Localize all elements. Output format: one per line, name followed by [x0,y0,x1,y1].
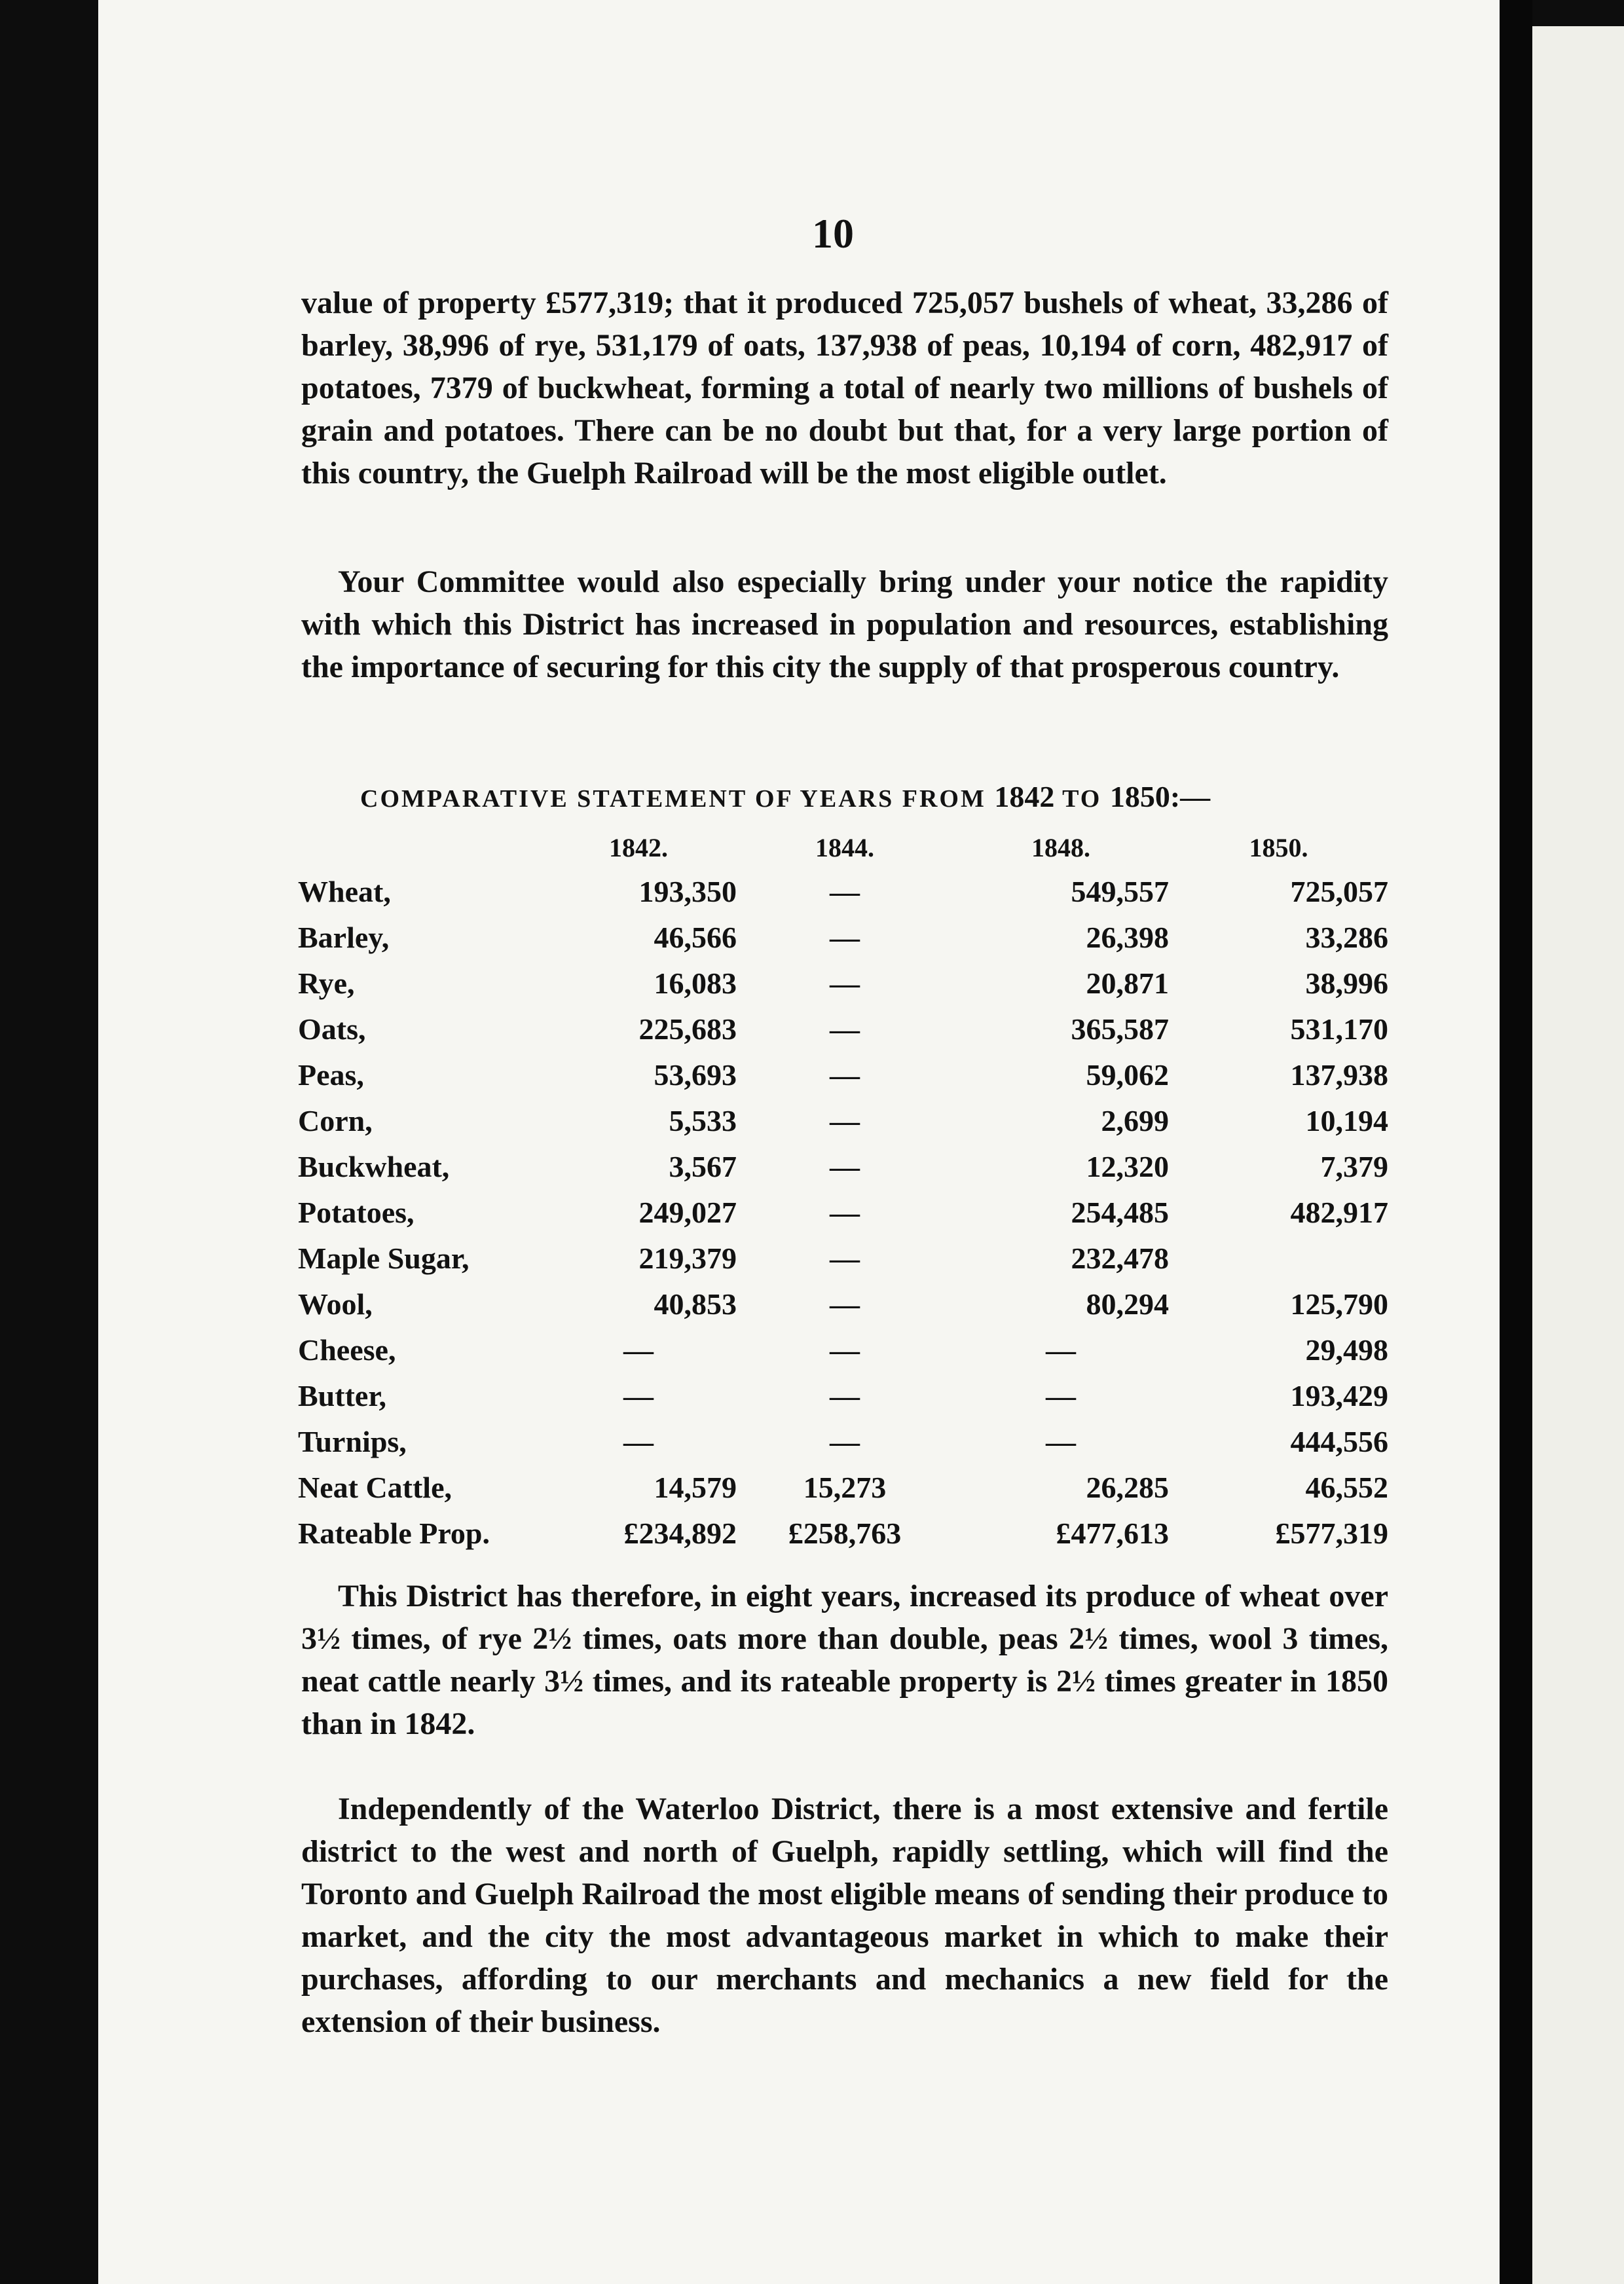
cell-1844: £258,763 [788,1516,902,1550]
page-number: 10 [812,210,854,257]
cell-1850: 29,498 [1305,1333,1388,1367]
cell-1850: 531,170 [1290,1012,1388,1046]
cell-1842: 225,683 [638,1012,737,1046]
cell-1848: 26,285 [1086,1470,1169,1504]
cell-1850: 7,379 [1320,1149,1388,1183]
table-body [298,868,1388,1556]
cell-1850: 10,194 [1305,1103,1388,1137]
cell-1850 [1169,1235,1388,1281]
table-title-to-year: 1850:— [1109,780,1211,813]
paragraph-4-text: Independently of the Waterloo District, there is a most extensive and fertile district to the west and north of Guelph, rapidly settling, which will find the Toronto and Guelph Railroad the most eligible means of sending their produce to market, and the city the most advantageous market in which to make their purchases, affording to our merchants and mechanics a new field for the extension of their business. [301,1792,1388,2039]
adjacent-page-edge [1532,26,1624,2284]
cell-1844: — [830,1058,860,1092]
cell-1842: 249,027 [638,1195,737,1229]
table-title-from-year: 1842 [994,780,1055,813]
table-row [298,1097,1388,1143]
cell-1848: 549,557 [1071,874,1169,908]
row-label: Oats, [298,1012,366,1046]
row-label: Wheat, [298,874,391,908]
cell-1844: — [830,1287,860,1321]
paragraph-1-text: value of property £577,319; that it produced 725,057 bushels of wheat, 33,286 of barley, 38,996 of rye, 531,179 of oats, 137,938 of peas, 10,194 of corn, 482,917 of potatoes, 7379 of buckwheat, forming a total of nearly two millions of bushels of grain and potatoes. There can be no doubt but that, for a very large portion of this country, the Guelph Railroad will be the most eligible outlet. [301,286,1388,490]
table-title-prefix: COMPARATIVE STATEMENT OF YEARS FROM [360,785,986,813]
cell-1848: 80,294 [1086,1287,1169,1321]
row-label: Potatoes, [298,1195,415,1229]
cell-1842: 193,350 [638,874,737,908]
cell-1850: 38,996 [1305,966,1388,1000]
cell-1842: 219,379 [638,1241,737,1275]
table-row [298,1327,1388,1372]
cell-1848: 20,871 [1086,966,1169,1000]
cell-1842: 16,083 [654,966,737,1000]
cell-1844: — [830,1378,860,1412]
table-row [298,1418,1388,1464]
cell-1842: — [623,1333,654,1367]
cell-1850: 482,917 [1290,1195,1388,1229]
table-row [298,1235,1388,1281]
header-1844: 1844. [815,832,874,862]
table-row [298,1281,1388,1327]
cell-1844: — [830,1241,860,1275]
table-row [298,868,1388,914]
table-row [298,960,1388,1006]
cell-1844: — [830,874,860,908]
cell-1848: 254,485 [1071,1195,1169,1229]
cell-1842: 53,693 [654,1058,737,1092]
row-label: Neat Cattle, [298,1470,452,1504]
row-label: Buckwheat, [298,1149,450,1183]
table-row [298,1510,1388,1556]
cell-1842: 3,567 [669,1149,737,1183]
row-label: Turnips, [298,1424,407,1458]
page-gutter [1500,0,1532,2284]
table-header-row [298,826,1388,868]
cell-1844: 15,273 [803,1470,887,1504]
cell-1848: 26,398 [1086,920,1169,954]
table-title-to-word: TO [1062,785,1102,813]
cell-1842: 5,533 [669,1103,737,1137]
cell-1850: 193,429 [1290,1378,1388,1412]
header-1850: 1850. [1249,832,1308,862]
paragraph-1 [301,282,1388,494]
table-row [298,1006,1388,1052]
cell-1850: 46,552 [1305,1470,1388,1504]
table-row [298,1189,1388,1235]
cell-1844: — [830,1103,860,1137]
row-label: Peas, [298,1058,364,1092]
cell-1850: 33,286 [1305,920,1388,954]
cell-1844: — [830,966,860,1000]
cell-1842: 46,566 [654,920,737,954]
cell-1850: 725,057 [1290,874,1388,908]
cell-1848: 2,699 [1101,1103,1169,1137]
table-row [298,1052,1388,1097]
cell-1842: — [623,1424,654,1458]
header-label [298,826,540,868]
comparative-statement-table [298,826,1388,1556]
row-label: Wool, [298,1287,373,1321]
row-label: Cheese, [298,1333,396,1367]
cell-1844: — [830,1012,860,1046]
paragraph-2 [301,561,1388,688]
row-label: Butter, [298,1378,387,1412]
cell-1850: £577,319 [1275,1516,1388,1550]
table-row [298,1464,1388,1510]
cell-1848: — [1046,1378,1076,1412]
cell-1848: £477,613 [1056,1516,1169,1550]
table-row [298,1143,1388,1189]
cell-1848: — [1046,1424,1076,1458]
cell-1850: 125,790 [1290,1287,1388,1321]
header-1848: 1848. [1031,832,1090,862]
header-1842: 1842. [609,832,668,862]
cell-1844: — [830,920,860,954]
cell-1848: 232,478 [1071,1241,1169,1275]
table-row [298,1372,1388,1418]
row-label: Rateable Prop. [298,1516,490,1550]
cell-1844: — [830,1333,860,1367]
paragraph-4 [301,1788,1388,2043]
cell-1850: 444,556 [1290,1424,1388,1458]
cell-1844: — [830,1424,860,1458]
cell-1844: — [830,1195,860,1229]
cell-1848: 59,062 [1086,1058,1169,1092]
cell-1842: — [623,1378,654,1412]
row-label: Barley, [298,920,390,954]
row-label: Corn, [298,1103,373,1137]
paragraph-3 [301,1575,1388,1745]
cell-1848: — [1046,1333,1076,1367]
cell-1842: 14,579 [654,1470,737,1504]
paragraph-2-text: Your Committee would also especially bring under your notice the rapidity with which this District has increased in population and resources, establishing the importance of securing for this city the supply of that prosperous country. [301,564,1388,684]
table-row [298,914,1388,960]
row-label: Maple Sugar, [298,1241,470,1275]
cell-1848: 12,320 [1086,1149,1169,1183]
paragraph-3-text: This District has therefore, in eight years, increased its produce of wheat over 3½ times, of rye 2½ times, oats more than double, peas 2½ times, wool 3 times, neat cattle nearly 3½ times, and its rateable property is 2½ times greater in 1850 than in 1842. [301,1579,1388,1741]
cell-1842: 40,853 [654,1287,737,1321]
row-label: Rye, [298,966,355,1000]
cell-1848: 365,587 [1071,1012,1169,1046]
table-title [360,779,1210,814]
cell-1844: — [830,1149,860,1183]
cell-1850: 137,938 [1290,1058,1388,1092]
cell-1842: £234,892 [623,1516,737,1550]
